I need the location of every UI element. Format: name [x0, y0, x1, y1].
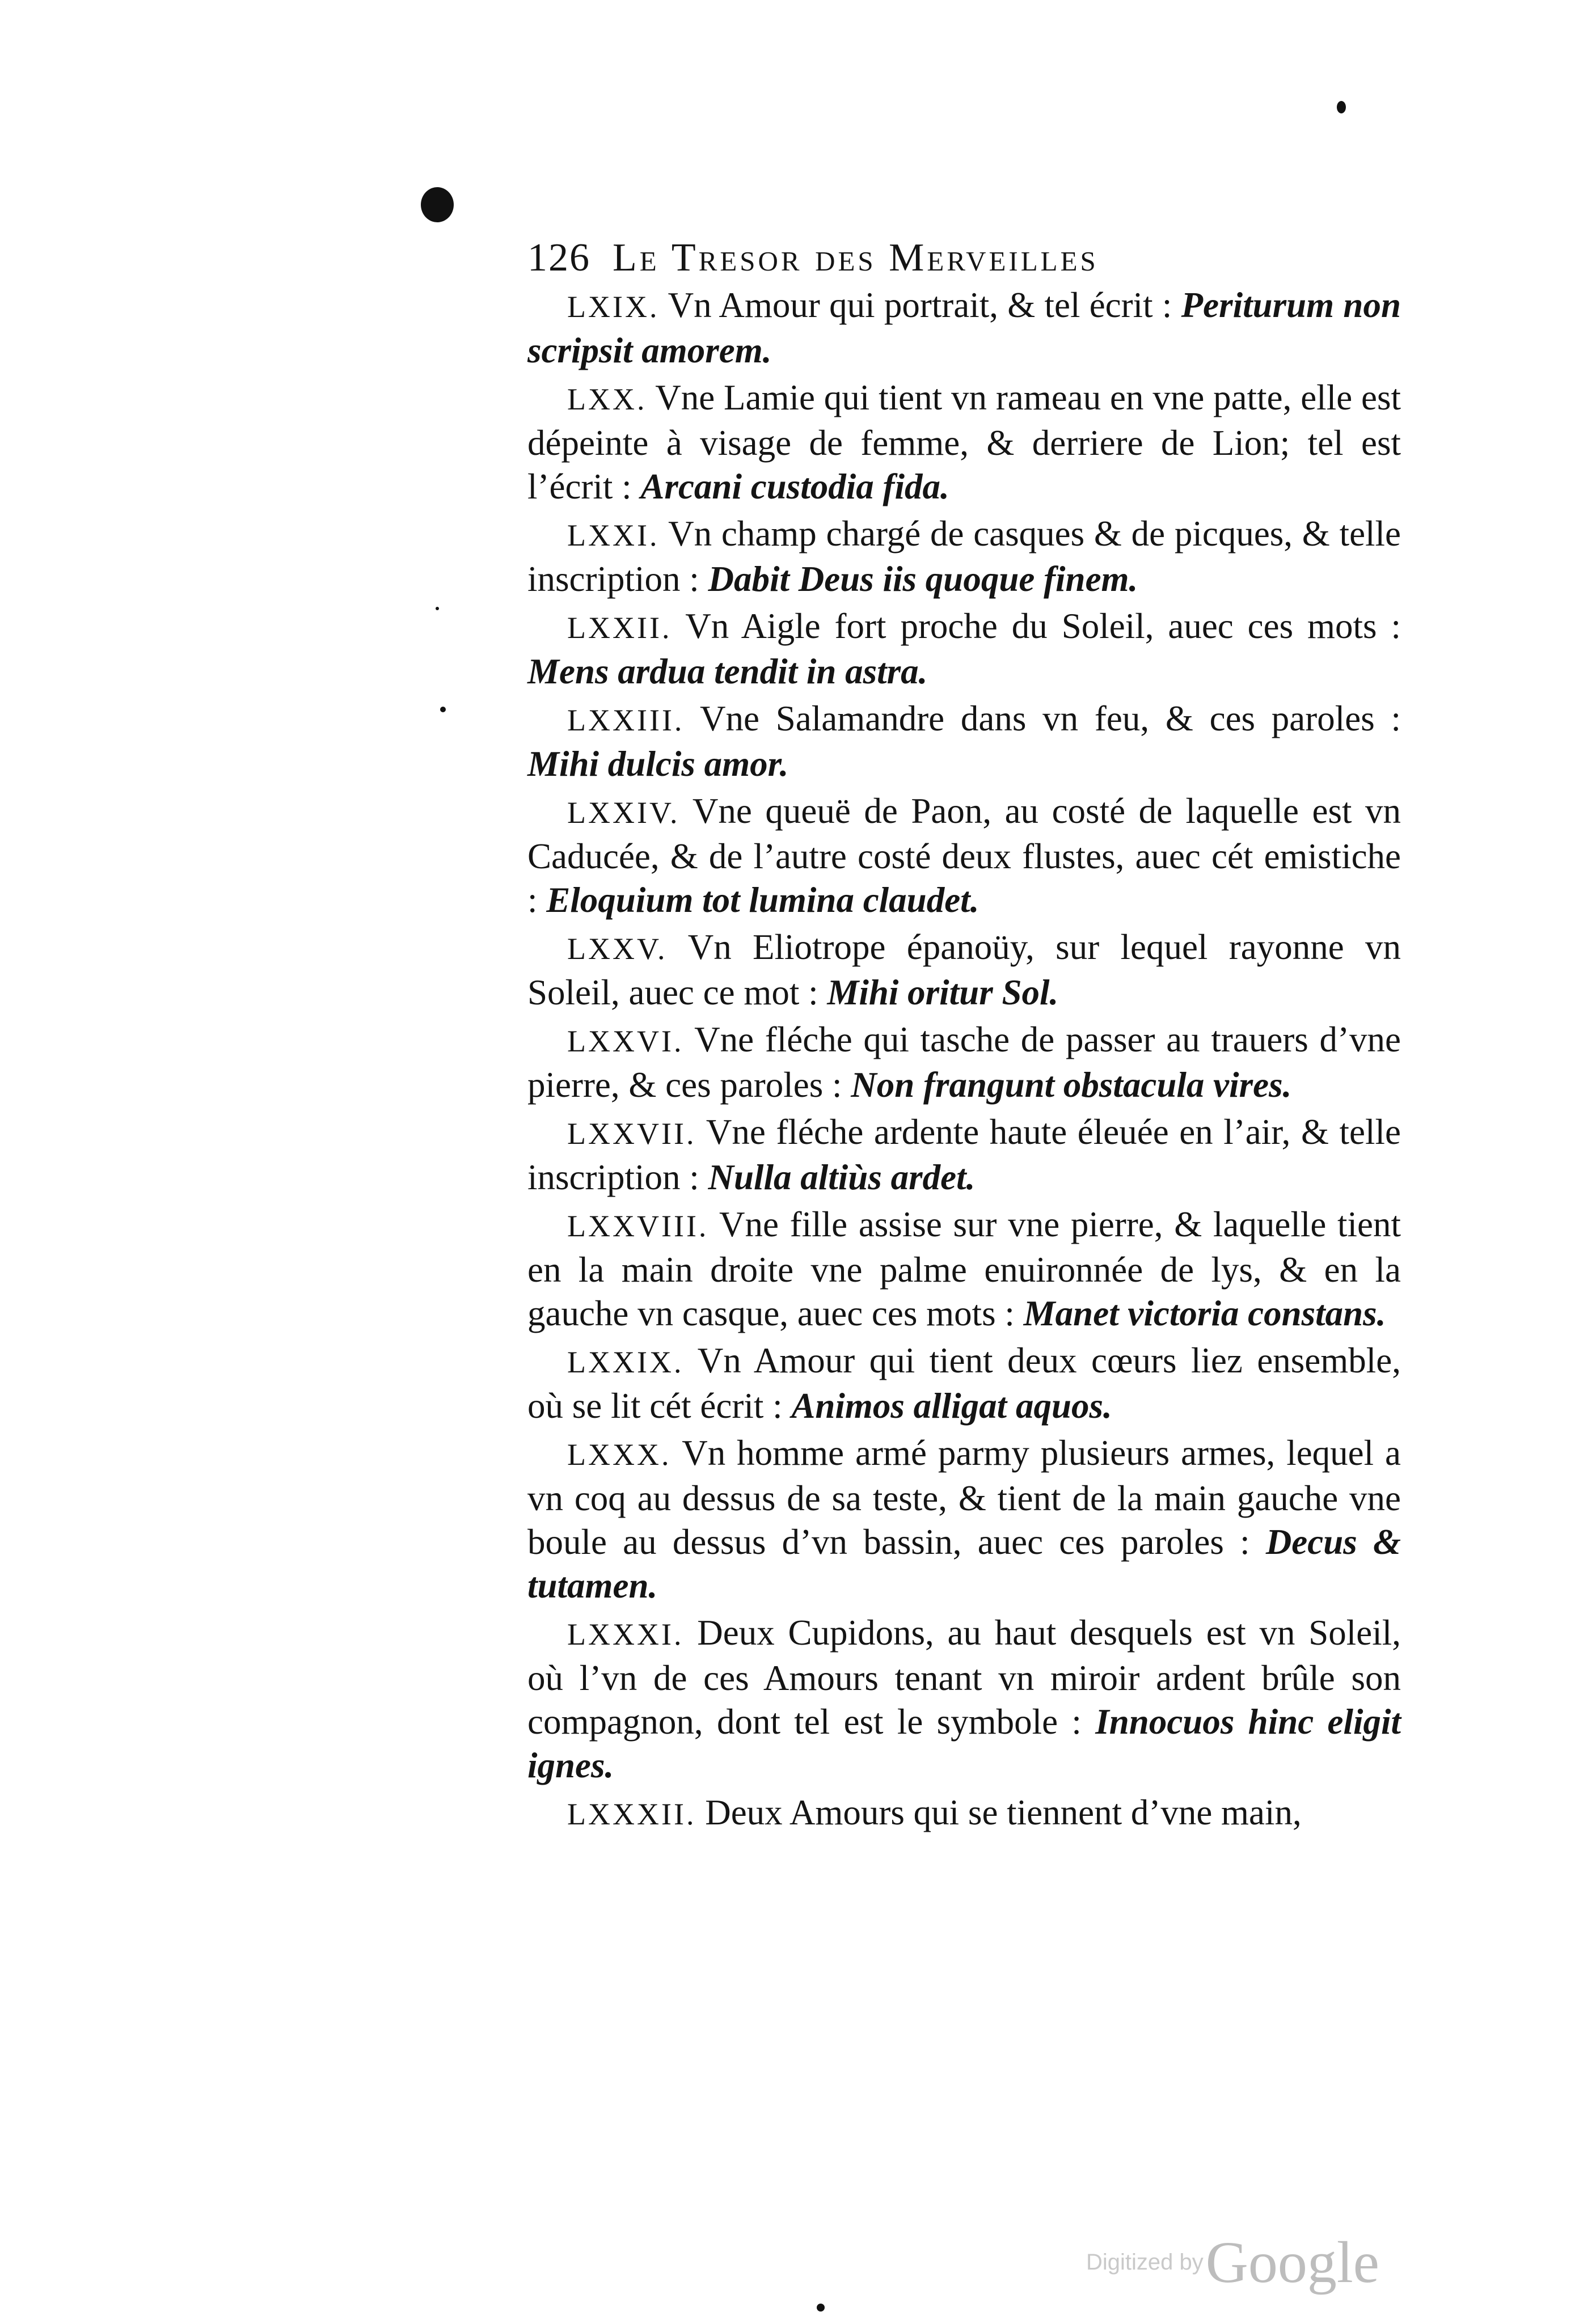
entry-text: Vn Eliotrope épanoüy, sur lequel rayonne vn Soleil, auec ce mot :: [527, 927, 1401, 1012]
entry-motto: Decus & tutamen.: [527, 1522, 1401, 1605]
entry-motto: Innocuos hinc eligit ignes.: [527, 1702, 1401, 1785]
entry-motto: Mihi oritur Sol.: [827, 973, 1059, 1012]
entry-numeral: LXXVIII.: [567, 1209, 709, 1243]
entry-motto: Animos alligat aquos.: [791, 1386, 1112, 1426]
entry-text: Vne Salamandre dans vn feu, & ces paroles :: [684, 699, 1401, 738]
entry-numeral: LXXXI.: [567, 1617, 684, 1651]
ink-speck: [817, 2304, 825, 2312]
emblem-entry: [527, 605, 1401, 694]
entry-numeral: LXXX.: [567, 1438, 672, 1472]
entry-numeral: LXXVI.: [567, 1024, 684, 1058]
body-text: [527, 284, 1401, 1840]
entry-motto: Mens ardua tendit in astra.: [527, 652, 928, 691]
entry-numeral: LXXIV.: [567, 796, 680, 830]
entry-motto: Dabit Deus iis quoque finem.: [708, 559, 1138, 599]
entry-numeral: LXIX.: [567, 290, 660, 324]
entry-numeral: LXXIX.: [567, 1345, 684, 1379]
ink-speck: [1337, 101, 1346, 113]
entry-motto: Non frangunt obstacula vires.: [851, 1065, 1292, 1105]
watermark-prefix: Digitized by: [1086, 2250, 1204, 2275]
emblem-entry: [527, 789, 1401, 922]
entry-numeral: LXXXII.: [567, 1797, 696, 1831]
entry-text: Vn Aigle fort proche du Soleil, auec ces mots :: [672, 606, 1401, 646]
entry-motto: Nulla altiùs ardet.: [708, 1157, 976, 1197]
entry-numeral: LXXII.: [567, 611, 672, 645]
entry-numeral: LXXI.: [567, 518, 660, 552]
google-logo: Google: [1205, 2230, 1379, 2295]
page-number: 126: [527, 236, 590, 280]
emblem-entry: [527, 1018, 1401, 1107]
emblem-entry: [527, 926, 1401, 1015]
emblem-entry: [527, 1611, 1401, 1788]
entry-text: Vne queuë de Paon, au costé de laquelle est vn Caducée, & de l’autre costé deux flustes, auec cét emistiche :: [527, 791, 1401, 920]
entry-text: Vn homme armé parmy plusieurs armes, lequel a vn coq au dessus de sa teste, & tient de la main gauche vne boule au dessus d’vn bassin, auec ces paroles :: [527, 1433, 1401, 1562]
digitized-by-watermark: [1086, 2229, 1426, 2297]
entry-numeral: LXXV.: [567, 932, 668, 966]
emblem-entry: [527, 1339, 1401, 1428]
entry-motto: Periturum non scripsit amorem.: [527, 285, 1401, 370]
entry-text: Vne fléche ardente haute éleuée en l’air, & telle inscription :: [527, 1112, 1401, 1197]
emblem-entry: [527, 512, 1401, 601]
entry-numeral: LXXVII.: [567, 1117, 696, 1151]
emblem-entry: [527, 284, 1401, 373]
ink-speck: [436, 607, 439, 610]
running-title: Le Tresor des Merveilles: [613, 236, 1099, 280]
entry-motto: Eloquium tot lumina claudet.: [546, 880, 979, 920]
ink-blot: [421, 187, 454, 222]
entry-motto: Arcani custodia fida.: [640, 467, 949, 506]
emblem-entry: [527, 1110, 1401, 1199]
entry-numeral: LXX.: [567, 382, 647, 416]
entry-text: Vne fléche qui tasche de passer au trauers d’vne pierre, & ces paroles :: [527, 1020, 1401, 1105]
entry-text: Vne Lamie qui tient vn rameau en vne patte, elle est dépeinte à visage de femme, & derriere de Lion; tel est l’écrit :: [527, 378, 1401, 506]
entry-motto: Mihi dulcis amor.: [527, 744, 789, 784]
emblem-entry: [527, 1203, 1401, 1336]
entry-text: Vn Amour qui portrait, & tel écrit :: [659, 285, 1181, 325]
entry-text: Vn champ chargé de casques & de picques, & telle inscription :: [527, 514, 1401, 599]
emblem-entry: [527, 697, 1401, 786]
emblem-entry: [527, 1431, 1401, 1608]
ink-speck: [440, 707, 446, 712]
entry-text: Deux Amours qui se tiennent d’vne main,: [696, 1793, 1302, 1832]
emblem-entry: [527, 1791, 1401, 1836]
entry-numeral: LXXIII.: [567, 703, 685, 737]
entry-motto: Manet victoria constans.: [1023, 1294, 1386, 1333]
entry-text: Vn Amour qui tient deux cœurs liez ensemble, où se lit cét écrit :: [527, 1341, 1401, 1426]
entry-text: Deux Cupidons, au haut desquels est vn Soleil, où l’vn de ces Amours tenant vn miroir ardent brûle son compagnon, dont tel est le symbole :: [527, 1613, 1401, 1742]
running-header: [527, 233, 1321, 284]
emblem-entry: [527, 376, 1401, 509]
entry-text: Vne fille assise sur vne pierre, & laquelle tient en la main droite vne palme enuironnée de lys, & en la gauche vn casque, auec ces mots :: [527, 1205, 1401, 1333]
